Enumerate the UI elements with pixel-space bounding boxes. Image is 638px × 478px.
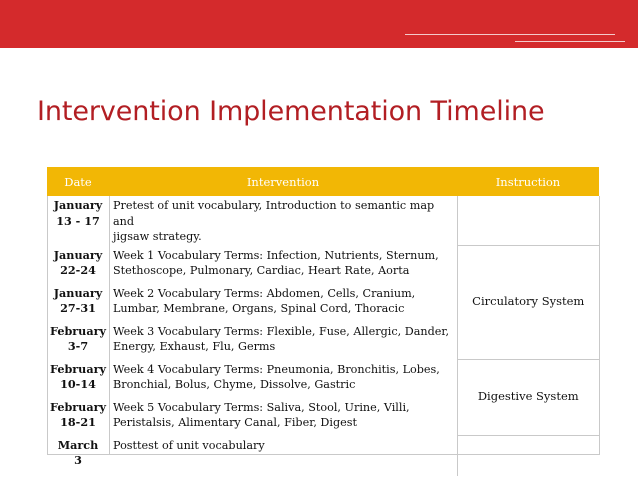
date-month: February bbox=[50, 323, 106, 338]
intervention-line: Week 3 Vocabulary Terms: Flexible, Fuse, Allergic, Dander, bbox=[113, 324, 450, 338]
slide-title: Intervention Implementation Timeline bbox=[37, 96, 545, 127]
date-days: 10-14 bbox=[60, 377, 96, 391]
date-month: January bbox=[53, 198, 103, 212]
intervention-line: jigsaw strategy. bbox=[113, 230, 202, 243]
date-cell bbox=[47, 196, 109, 245]
intervention-cell bbox=[109, 283, 457, 321]
intervention-line: Energy, Exhaust, Flu, Germs bbox=[113, 340, 276, 353]
intervention-line: Lumbar, Membrane, Organs, Spinal Cord, Thoracic bbox=[113, 302, 405, 315]
decorative-line bbox=[405, 34, 615, 35]
intervention-line: Week 4 Vocabulary Terms: Pneumonia, Bronchitis, Lobes, bbox=[113, 362, 440, 376]
date-days: 3 bbox=[74, 453, 82, 467]
table-row bbox=[47, 245, 599, 283]
date-days: 3-7 bbox=[67, 339, 89, 353]
intervention-cell bbox=[109, 359, 457, 397]
table-row bbox=[47, 359, 599, 397]
date-cell bbox=[47, 435, 109, 476]
intervention-line: Week 1 Vocabulary Terms: Infection, Nutrients, Sternum, bbox=[113, 248, 439, 262]
date-month: February bbox=[50, 399, 106, 414]
date-cell bbox=[47, 321, 109, 359]
intervention-cell bbox=[109, 321, 457, 359]
date-cell bbox=[47, 397, 109, 435]
date-days: 27-31 bbox=[60, 301, 96, 315]
date-days: 18-21 bbox=[60, 415, 96, 429]
instruction-cell bbox=[457, 359, 599, 435]
instruction-cell-empty bbox=[457, 196, 599, 245]
date-cell bbox=[47, 245, 109, 283]
date-cell bbox=[47, 359, 109, 397]
intervention-line: Bronchial, Bolus, Chyme, Dissolve, Gastric bbox=[113, 378, 356, 391]
table-row bbox=[47, 435, 599, 476]
header-instruction: Instruction bbox=[457, 167, 599, 196]
intervention-cell bbox=[109, 397, 457, 435]
date-days: 13 - 17 bbox=[56, 213, 100, 228]
intervention-cell bbox=[109, 435, 457, 476]
instruction-cell bbox=[457, 245, 599, 359]
table-row bbox=[47, 196, 599, 245]
intervention-line: Posttest of unit vocabulary bbox=[113, 438, 265, 452]
header-intervention: Intervention bbox=[109, 167, 457, 196]
date-month: January bbox=[53, 285, 103, 300]
instruction-label: Circulatory System bbox=[472, 294, 585, 309]
table-header-row bbox=[47, 167, 599, 196]
intervention-cell bbox=[109, 196, 457, 245]
header-date: Date bbox=[47, 167, 109, 196]
intervention-line: Stethoscope, Pulmonary, Cardiac, Heart Rate, Aorta bbox=[113, 264, 410, 277]
date-days: 22-24 bbox=[60, 263, 96, 277]
date-month: February bbox=[50, 361, 106, 376]
intervention-line: Week 5 Vocabulary Terms: Saliva, Stool, Urine, Villi, bbox=[113, 400, 410, 414]
instruction-label: Digestive System bbox=[477, 389, 579, 404]
date-cell bbox=[47, 283, 109, 321]
slide-top-bar bbox=[0, 0, 638, 48]
decorative-line bbox=[515, 41, 625, 42]
intervention-line: Week 2 Vocabulary Terms: Abdomen, Cells, Cranium, bbox=[113, 286, 416, 300]
intervention-line: Pretest of unit vocabulary, Introduction to semantic map and bbox=[113, 199, 435, 228]
timeline-table bbox=[47, 167, 599, 477]
intervention-line: Peristalsis, Alimentary Canal, Fiber, Digest bbox=[113, 416, 358, 429]
date-month: January bbox=[53, 247, 103, 262]
date-month: March bbox=[57, 437, 99, 452]
intervention-cell bbox=[109, 245, 457, 283]
instruction-cell-empty bbox=[457, 435, 599, 476]
